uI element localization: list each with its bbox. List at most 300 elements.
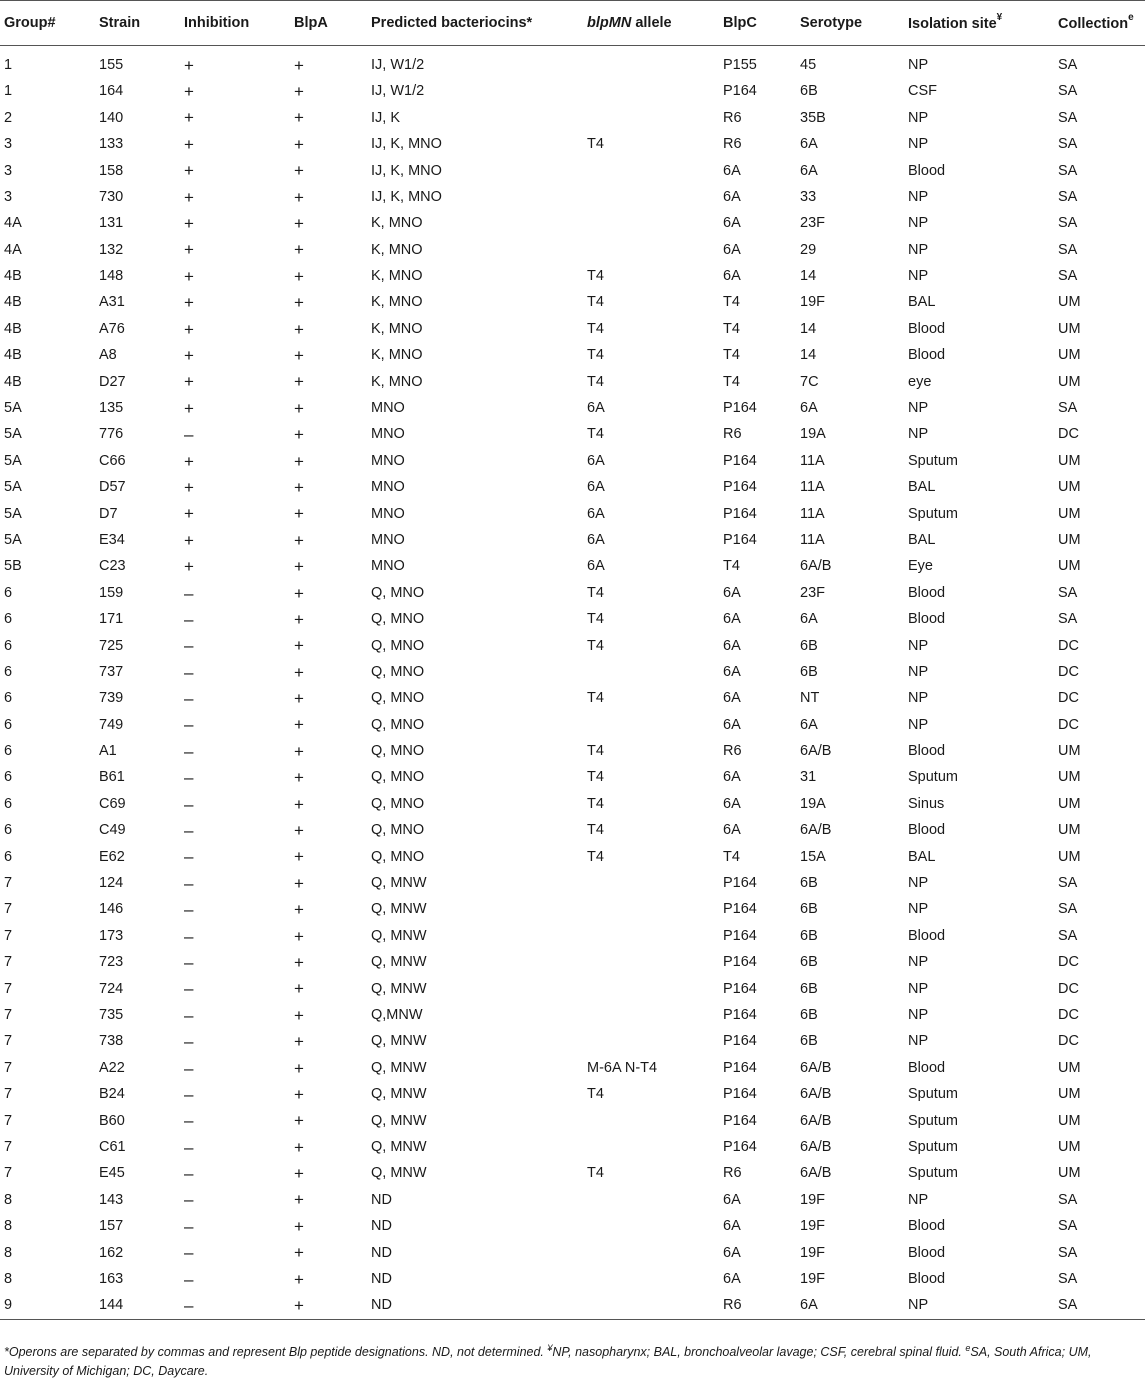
cell-strain: 164 (99, 83, 124, 100)
cell-collection: UM (1058, 531, 1081, 548)
footnote-yen-mark: ¥ (547, 1343, 553, 1353)
cell-isolation-site: NP (908, 1191, 929, 1208)
cell-blpa: + (294, 821, 304, 841)
cell-bacteriocins: MNO (371, 452, 405, 469)
cell-inhibition: – (184, 1190, 194, 1210)
cell-blpmn (583, 210, 719, 236)
table-row (0, 685, 1145, 711)
cell-isolation-site: Blood (908, 1059, 946, 1076)
cell-blpa: + (294, 82, 304, 102)
cell-strain: 173 (99, 927, 124, 944)
cell-blpc: 6A (723, 584, 741, 601)
cell-collection: SA (1058, 1270, 1078, 1287)
cell-strain: 725 (99, 637, 124, 654)
cell-isolation-site: Sputum (908, 769, 958, 786)
cell-inhibition: + (184, 530, 194, 550)
table-row (0, 342, 1145, 368)
cell-serotype: 6B (800, 83, 818, 100)
cell-inhibition: + (184, 319, 194, 339)
cell-isolation-site: Sputum (908, 1138, 958, 1155)
cell-collection: DC (1058, 716, 1079, 733)
cell-blpmn: T4 (587, 1165, 604, 1182)
cell-blpmn (583, 1266, 719, 1292)
cell-inhibition: + (184, 293, 194, 313)
cell-group: 6 (4, 743, 13, 760)
cell-inhibition: – (184, 979, 194, 999)
cell-inhibition: + (184, 477, 194, 497)
cell-strain: 159 (99, 584, 124, 601)
cell-inhibition: – (184, 1084, 194, 1104)
cell-strain: C66 (99, 452, 126, 469)
cell-blpmn: 6A (587, 400, 605, 417)
cell-group: 4B (4, 373, 22, 390)
cell-group: 8 (4, 1191, 13, 1208)
cell-group: 7 (4, 1165, 13, 1182)
cell-serotype: 6B (800, 663, 818, 680)
cell-strain: 146 (99, 901, 124, 918)
cell-blpa: + (294, 293, 304, 313)
table-row (0, 1292, 1145, 1319)
cell-isolation-site: NP (908, 690, 929, 707)
cell-blpa: + (294, 583, 304, 603)
yen-footnote-mark: ¥ (996, 12, 1003, 24)
table-row (0, 897, 1145, 923)
cell-bacteriocins: Q, MNO (371, 716, 425, 733)
cell-strain: 124 (99, 875, 124, 892)
cell-inhibition: – (184, 1111, 194, 1131)
cell-inhibition: – (184, 425, 194, 445)
cell-group: 7 (4, 1059, 13, 1076)
cell-collection: UM (1058, 743, 1081, 760)
cell-bacteriocins: K, MNO (371, 241, 423, 258)
cell-group: 5A (4, 531, 22, 548)
cell-inhibition: – (184, 1216, 194, 1236)
cell-blpc: 6A (723, 663, 741, 680)
cell-serotype: 6B (800, 1007, 818, 1023)
cell-bacteriocins: MNO (371, 426, 405, 443)
cell-group: 5A (4, 426, 22, 443)
cell-blpa: + (294, 768, 304, 788)
cell-serotype: 6A/B (800, 1138, 832, 1155)
cell-blpmn (583, 184, 719, 210)
cell-group: 7 (4, 1086, 13, 1103)
cell-isolation-site: Sputum (908, 505, 958, 522)
cell-blpc: 6A (723, 268, 741, 285)
cell-collection: UM (1058, 320, 1081, 337)
cell-bacteriocins: ND (371, 1191, 392, 1208)
cell-blpmn: T4 (587, 373, 604, 390)
cell-blpa: + (294, 1137, 304, 1157)
cell-group: 6 (4, 848, 13, 865)
cell-collection: DC (1058, 637, 1079, 654)
cell-isolation-site: NP (908, 875, 929, 892)
cell-blpc: P164 (723, 452, 757, 469)
table-row (0, 501, 1145, 527)
cell-blpmn: T4 (587, 690, 604, 707)
cell-isolation-site: NP (908, 716, 929, 733)
cell-blpmn: T4 (587, 848, 604, 865)
cell-isolation-site: Sputum (908, 1165, 958, 1182)
table-row (0, 210, 1145, 236)
cell-inhibition: + (184, 55, 194, 75)
cell-collection: SA (1058, 1218, 1078, 1235)
cell-isolation-site: NP (904, 1292, 1054, 1319)
cell-collection: SA (1058, 611, 1078, 628)
cell-blpa: + (294, 1032, 304, 1052)
cell-blpa: + (294, 636, 304, 656)
cell-collection: DC (1058, 690, 1079, 707)
cell-group: 4B (4, 294, 22, 311)
cell-blpc: T4 (723, 294, 740, 311)
cell-bacteriocins: K, MNO (371, 347, 423, 364)
cell-blpa: + (294, 979, 304, 999)
cell-strain: C61 (99, 1138, 126, 1155)
cell-blpa: + (294, 689, 304, 709)
table-row (0, 949, 1145, 975)
cell-blpmn: T4 (587, 637, 604, 654)
cell-isolation-site: NP (908, 215, 929, 232)
cell-bacteriocins: IJ, K, MNO (371, 188, 442, 205)
table-row (0, 237, 1145, 263)
cell-blpmn: T4 (587, 743, 604, 760)
table-row (0, 580, 1145, 606)
cell-serotype: 7C (800, 373, 819, 390)
cell-inhibition: – (184, 583, 194, 603)
table-row (0, 1028, 1145, 1054)
cell-blpa: + (294, 609, 304, 629)
cell-group: 6 (4, 822, 13, 839)
cell-inhibition: + (184, 214, 194, 234)
cell-inhibition: + (184, 134, 194, 154)
cell-strain: A1 (99, 743, 117, 760)
cell-serotype: 31 (800, 769, 817, 786)
header-group: Group# (0, 1, 95, 46)
table-row (0, 448, 1145, 474)
table-body (0, 46, 1145, 1320)
cell-strain: 131 (99, 215, 124, 232)
cell-collection: SA (1058, 136, 1078, 153)
cell-isolation-site: CSF (908, 83, 937, 100)
cell-strain: 776 (99, 426, 124, 443)
cell-bacteriocins: Q,MNW (371, 1007, 423, 1023)
cell-isolation-site: BAL (908, 848, 936, 865)
cell-group: 7 (4, 1112, 13, 1129)
cell-inhibition: – (184, 662, 194, 682)
cell-inhibition: – (184, 1032, 194, 1052)
cell-serotype: 14 (800, 347, 817, 364)
cell-blpa: + (294, 477, 304, 497)
table-header-row (0, 1, 1145, 46)
cell-isolation-site: NP (908, 136, 929, 153)
cell-bacteriocins: K, MNO (371, 320, 423, 337)
table-row (0, 765, 1145, 791)
cell-serotype: 6A/B (800, 1112, 832, 1129)
cell-collection: SA (1058, 109, 1078, 126)
cell-bacteriocins: Q, MNW (371, 954, 427, 971)
cell-serotype: 19F (800, 1244, 825, 1261)
cell-blpa: + (290, 1292, 367, 1319)
cell-bacteriocins: Q, MNW (371, 1033, 427, 1050)
cell-blpc: T4 (723, 320, 740, 337)
cell-blpmn: 6A (587, 452, 605, 469)
cell-isolation-site: Blood (908, 611, 946, 628)
cell-bacteriocins: MNO (371, 558, 405, 575)
cell-strain: 148 (99, 268, 124, 285)
cell-bacteriocins: Q, MNW (371, 1059, 427, 1076)
cell-isolation-site: NP (908, 109, 929, 126)
cell-serotype: 23F (800, 215, 825, 232)
cell-bacteriocins: Q, MNW (371, 927, 427, 944)
header-blpa: BlpA (290, 1, 367, 46)
cell-collection: UM (1058, 848, 1081, 865)
cell-isolation-site: NP (908, 663, 929, 680)
cell-blpmn (583, 949, 719, 975)
cell-bacteriocins: Q, MNO (371, 584, 425, 601)
cell-group: 1 (4, 83, 13, 100)
cell-blpc: 6A (723, 611, 741, 628)
cell-group: 4B (4, 320, 22, 337)
cell-isolation-site: NP (908, 188, 929, 205)
cell-bacteriocins: IJ, W1/2 (371, 83, 425, 100)
cell-isolation-site: Eye (908, 558, 933, 575)
cell-blpc: 6A (723, 769, 741, 786)
header-blpmn-allele (583, 1, 719, 46)
cell-isolation-site: NP (908, 1033, 929, 1050)
cell-blpa: + (294, 1111, 304, 1131)
cell-serotype: 23F (800, 584, 825, 601)
cell-bacteriocins: IJ, K, MNO (371, 162, 442, 179)
cell-group: 8 (4, 1218, 13, 1235)
cell-strain: A76 (99, 320, 125, 337)
cell-blpc: P164 (723, 531, 757, 548)
cell-blpc: R6 (723, 1165, 742, 1182)
cell-group: 5A (4, 400, 22, 417)
cell-inhibition: – (184, 768, 194, 788)
cell-strain: 723 (99, 954, 124, 971)
table-row (0, 633, 1145, 659)
cell-isolation-site: Blood (908, 320, 946, 337)
cell-blpmn: T4 (587, 268, 604, 285)
footnote-collection-abbrev: SA, South Africa; UM, University of Michigan; DC, Daycare. (4, 1345, 1092, 1379)
cell-inhibition: + (184, 557, 194, 577)
cell-serotype: 6B (800, 1033, 818, 1050)
cell-blpc: P164 (723, 1138, 757, 1155)
cell-blpc: P164 (723, 83, 757, 100)
cell-blpc: P164 (723, 505, 757, 522)
cell-blpmn (583, 46, 719, 79)
cell-isolation-site: Blood (908, 822, 946, 839)
cell-inhibition: – (184, 689, 194, 709)
cell-serotype: 14 (800, 268, 817, 285)
cell-blpc: P164 (723, 400, 757, 417)
table-row (0, 791, 1145, 817)
cell-blpmn: T4 (587, 1086, 604, 1103)
table-row (0, 1266, 1145, 1292)
cell-serotype: 6B (800, 901, 818, 918)
table-row (0, 976, 1145, 1002)
table-row (0, 369, 1145, 395)
cell-blpc: P164 (723, 1033, 757, 1050)
cell-serotype: 35B (800, 109, 826, 126)
table-row (0, 474, 1145, 500)
cell-blpc: 6A (723, 795, 741, 812)
header-isolation-site (904, 1, 1054, 46)
cell-inhibition: – (180, 1292, 290, 1319)
cell-inhibition: – (184, 715, 194, 735)
cell-collection: SA (1058, 268, 1078, 285)
table-row (0, 870, 1145, 896)
table-row (0, 78, 1145, 104)
cell-collection: UM (1058, 479, 1081, 496)
cell-blpc: P164 (723, 980, 757, 997)
cell-isolation-site: NP (908, 56, 929, 73)
cell-serotype: 19A (800, 795, 826, 812)
table-row (0, 1187, 1145, 1213)
table-row (0, 553, 1145, 579)
cell-collection: UM (1058, 769, 1081, 786)
cell-collection: SA (1054, 1292, 1145, 1319)
cell-inhibition: + (184, 240, 194, 260)
cell-group: 6 (4, 584, 13, 601)
cell-bacteriocins: K, MNO (371, 294, 423, 311)
header-blpmn-rest: allele (631, 15, 672, 31)
cell-isolation-site: NP (908, 1007, 929, 1023)
table-row (0, 46, 1145, 79)
cell-blpmn (583, 659, 719, 685)
cell-blpa: + (294, 1216, 304, 1236)
cell-group: 3 (4, 188, 13, 205)
cell-blpa: + (294, 1058, 304, 1078)
cell-inhibition: + (184, 161, 194, 181)
cell-group: 7 (4, 980, 13, 997)
table-row (0, 817, 1145, 843)
cell-bacteriocins: Q, MNO (371, 663, 425, 680)
cell-collection: UM (1058, 558, 1081, 575)
cell-inhibition: – (184, 794, 194, 814)
cell-blpa: + (294, 715, 304, 735)
cell-inhibition: – (184, 1269, 194, 1289)
cell-bacteriocins: Q, MNO (371, 611, 425, 628)
cell-isolation-site: NP (908, 901, 929, 918)
cell-bacteriocins: Q, MNW (371, 875, 427, 892)
cell-inhibition: – (184, 873, 194, 893)
cell-strain: E62 (99, 848, 125, 865)
cell-blpc: P164 (723, 901, 757, 918)
cell-inhibition: – (184, 636, 194, 656)
cell-blpa: + (294, 1243, 304, 1263)
cell-strain: 135 (99, 400, 124, 417)
cell-blpa: + (294, 557, 304, 577)
header-blpmn-italic: blpMN (587, 15, 632, 31)
cell-inhibition: – (184, 1005, 194, 1025)
cell-blpa: + (294, 741, 304, 761)
cell-blpmn (583, 897, 719, 923)
cell-isolation-site: Blood (908, 1218, 946, 1235)
cell-blpc: R6 (723, 426, 742, 443)
cell-isolation-site: Blood (908, 162, 946, 179)
cell-group: 7 (4, 1138, 13, 1155)
cell-isolation-site: NP (908, 241, 929, 258)
cell-blpc: 6A (723, 241, 741, 258)
cell-bacteriocins: Q, MNW (371, 1138, 427, 1155)
cell-blpa: + (294, 266, 304, 286)
cell-serotype: 6A/B (800, 558, 832, 575)
cell-bacteriocins: Q, MNW (371, 980, 427, 997)
table-row (0, 659, 1145, 685)
cell-bacteriocins: IJ, K, MNO (371, 136, 442, 153)
cell-isolation-site: Blood (908, 584, 946, 601)
cell-blpa: + (294, 319, 304, 339)
cell-blpa: + (294, 108, 304, 128)
cell-blpa: + (294, 873, 304, 893)
cell-blpa: + (294, 662, 304, 682)
cell-group: 8 (4, 1270, 13, 1287)
cell-strain: 739 (99, 690, 124, 707)
cell-bacteriocins: ND (371, 1244, 392, 1261)
cell-bacteriocins: Q, MNO (371, 690, 425, 707)
cell-serotype: 6B (800, 637, 818, 654)
cell-collection: SA (1058, 927, 1078, 944)
header-collection-label: Collection (1058, 15, 1129, 32)
cell-bacteriocins: K, MNO (371, 373, 423, 390)
cell-bacteriocins: MNO (371, 400, 405, 417)
cell-blpmn (583, 1213, 719, 1239)
cell-serotype: 33 (800, 188, 817, 205)
table-row (0, 316, 1145, 342)
cell-group: 5B (4, 558, 22, 575)
cell-strain: 724 (99, 980, 124, 997)
cell-inhibition: + (184, 266, 194, 286)
cell-isolation-site: Sputum (908, 1112, 958, 1129)
cell-isolation-site: Blood (908, 743, 946, 760)
cell-bacteriocins: Q, MNO (371, 795, 425, 812)
cell-collection: UM (1058, 1165, 1081, 1182)
cell-blpc: 6A (723, 637, 741, 654)
table-row (0, 712, 1145, 738)
cell-blpmn (583, 1028, 719, 1054)
cell-inhibition: – (184, 900, 194, 920)
cell-serotype: 11A (800, 505, 825, 522)
table-row (0, 184, 1145, 210)
cell-collection: SA (1058, 875, 1078, 892)
cell-collection: DC (1058, 663, 1079, 680)
cell-blpc: 6A (723, 1218, 741, 1235)
cell-blpmn (583, 1240, 719, 1266)
cell-collection: SA (1058, 215, 1078, 232)
cell-serotype: 6B (800, 980, 818, 997)
cell-blpmn (583, 923, 719, 949)
cell-strain: C23 (99, 558, 126, 575)
header-collection (1054, 1, 1145, 46)
cell-collection: UM (1058, 1059, 1081, 1076)
cell-isolation-site: NP (908, 954, 929, 971)
cell-isolation-site: eye (908, 373, 932, 390)
e-footnote-mark: e (1128, 12, 1134, 24)
cell-group: 1 (4, 56, 13, 73)
cell-bacteriocins: ND (371, 1218, 392, 1235)
cell-inhibition: + (184, 398, 194, 418)
cell-group: 5A (4, 479, 22, 496)
cell-blpc: P164 (723, 1007, 757, 1023)
cell-bacteriocins: MNO (371, 505, 405, 522)
cell-strain: B61 (99, 769, 125, 786)
header-blpc: BlpC (719, 1, 796, 46)
cell-serotype: 6B (800, 954, 818, 971)
cell-serotype: 19F (800, 1270, 825, 1287)
cell-inhibition: – (184, 1164, 194, 1184)
cell-blpc: P164 (723, 1059, 757, 1076)
cell-strain: 158 (99, 162, 124, 179)
